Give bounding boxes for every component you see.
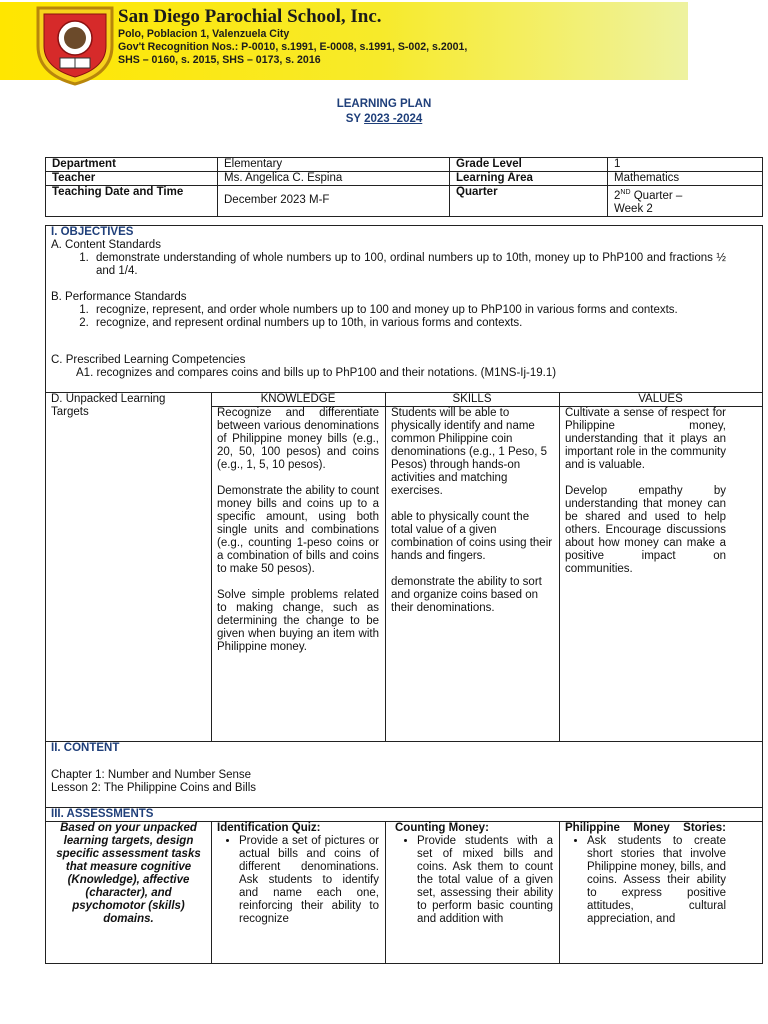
assessment-instruction: Based on your unpacked learning targets, design specific assessment tasks that measure cognitive (Knowledge), affective (character), and psychomotor (skills) domains. <box>56 822 201 925</box>
divider <box>559 392 560 741</box>
skills-column <box>391 407 553 628</box>
teacher-value: Ms. Angelica C. Espina <box>218 172 450 186</box>
content-standards-list <box>46 252 726 278</box>
knowledge-paragraph: Recognize and differentiate between various denominations of Philippine money bills (e.g., 20, 50, 100 pesos) and coins (e.g., 1, 5, 10 pesos). <box>217 407 379 471</box>
identification-quiz-title: Identification Quiz: <box>217 822 321 834</box>
performance-standard-item: 1. recognize, represent, and order whole numbers up to 100 and money up to PhP100 in various forms and contexts. <box>92 304 726 317</box>
performance-standards-list <box>46 304 726 330</box>
quarter-number: 2 <box>614 189 621 202</box>
divider <box>211 821 212 963</box>
grade-level-value: 1 <box>608 158 763 172</box>
recognition-line-2: SHS – 0160, s. 2015, SHS – 0173, s. 2016 <box>118 54 321 66</box>
knowledge-column <box>217 407 379 667</box>
content-heading: II. CONTENT <box>51 742 120 754</box>
document-title: LEARNING PLAN <box>336 98 432 110</box>
learning-area-label: Learning Area <box>450 172 608 186</box>
department-label: Department <box>46 158 218 172</box>
money-stories-item: • Ask students to create short stories that involve Philippine money, bills, and coins. Assess their ability to express positive attitudes, cultural appreciation, and <box>587 835 726 926</box>
divider <box>385 821 386 963</box>
grade-level-label: Grade Level <box>450 158 608 172</box>
money-stories-title: Philippine Money Stories: <box>565 822 726 834</box>
recognition-line-1: Gov't Recognition Nos.: P-0010, s.1991, E-0008, s.1991, S-002, s.2001, <box>118 41 468 53</box>
values-column <box>565 407 726 589</box>
money-stories <box>565 822 726 926</box>
school-address: Polo, Poblacion 1, Valenzuela City <box>118 28 290 40</box>
department-value: Elementary <box>218 158 450 172</box>
teaching-date-value: December 2023 M-F <box>218 186 450 217</box>
knowledge-header: KNOWLEDGE <box>260 393 336 405</box>
counting-money-title: Counting Money: <box>395 822 489 834</box>
unpacked-targets-label: D. Unpacked Learning Targets <box>51 393 166 418</box>
school-seal-logo <box>34 4 116 86</box>
school-year-value: 2023 -2024 <box>364 113 423 125</box>
content-standard-item: 1. demonstrate understanding of whole numbers up to 100, ordinal numbers up to 10th, money up to PhP100 and fractions ½ and 1/4. <box>92 252 726 278</box>
chapter-text: Chapter 1: Number and Number Sense <box>51 769 252 781</box>
assessments-heading: III. ASSESSMENTS <box>51 808 154 820</box>
values-header: VALUES <box>638 393 683 405</box>
counting-money-item: • Provide students with a set of mixed bills and coins. Ask them to count the total value of a given set, assessing their ability to perform basic counting and addition with <box>417 835 553 926</box>
teacher-label: Teacher <box>46 172 218 186</box>
info-table <box>45 157 763 217</box>
learning-area-value: Mathematics <box>608 172 763 186</box>
identification-quiz-item: • Provide a set of pictures or actual bills and coins of different denominations. Ask students to identify and name each one, reinforcing their ability to recognize <box>239 835 379 926</box>
lesson-text: Lesson 2: The Philippine Coins and Bills <box>51 782 256 794</box>
quarter-label: Quarter <box>450 186 608 217</box>
quarter-week: Week 2 <box>614 202 653 215</box>
learning-plan-body <box>45 225 763 964</box>
skills-paragraph: able to physically count the total value of a given combination of coins using their hands and fingers. <box>391 511 553 562</box>
quarter-suffix: ND <box>620 189 631 196</box>
school-year-label: SY <box>345 113 365 125</box>
school-year <box>0 113 768 125</box>
divider <box>46 741 762 742</box>
school-info <box>118 6 467 67</box>
skills-paragraph: Students will be able to physically identify and name common Philippine coin denominations (e.g., 1 Peso, 5 Pesos) through hands-on activities and matching exercises. <box>391 407 547 497</box>
identification-quiz <box>217 822 379 926</box>
quarter-text: Quarter – <box>630 189 683 202</box>
knowledge-paragraph: Demonstrate the ability to count money bills and coins up to a specific amount, using both single units and combinations (e.g., counting 1-peso coins or a combination of bills and coins to make 50 pesos). <box>217 485 379 575</box>
skills-paragraph: demonstrate the ability to sort and organize coins based on their denominations. <box>391 576 542 614</box>
teaching-date-label: Teaching Date and Time <box>46 186 218 217</box>
competency-item: A1. recognizes and compares coins and bills up to PhP100 and their notations. (M1NS-Ij-19.1) <box>76 367 557 379</box>
skills-header: SKILLS <box>452 393 492 405</box>
divider <box>211 392 212 741</box>
objectives-heading: I. OBJECTIVES <box>51 226 134 238</box>
school-name: San Diego Parochial School, Inc. <box>118 6 382 27</box>
counting-money <box>395 822 553 926</box>
content-standards-label: A. Content Standards <box>51 239 161 251</box>
performance-standard-item: 2. recognize, and represent ordinal numbers up to 10th, in various forms and contexts. <box>92 317 726 330</box>
knowledge-paragraph: Solve simple problems related to making change, such as determining the change to be given when buying an item with Philippine money. <box>217 589 379 653</box>
divider <box>559 821 560 963</box>
quarter-value <box>608 186 763 217</box>
competencies-label: C. Prescribed Learning Competencies <box>51 354 246 366</box>
values-paragraph: Develop empathy by understanding that money can be shared and used to help others. Encourage discussions about how money can make a positive impact on communities. <box>565 485 726 575</box>
divider <box>385 392 386 741</box>
performance-standards-label: B. Performance Standards <box>51 291 187 303</box>
values-paragraph: Cultivate a sense of respect for Philippine money, understanding that it plays an important role in the community and is valuable. <box>565 407 726 471</box>
